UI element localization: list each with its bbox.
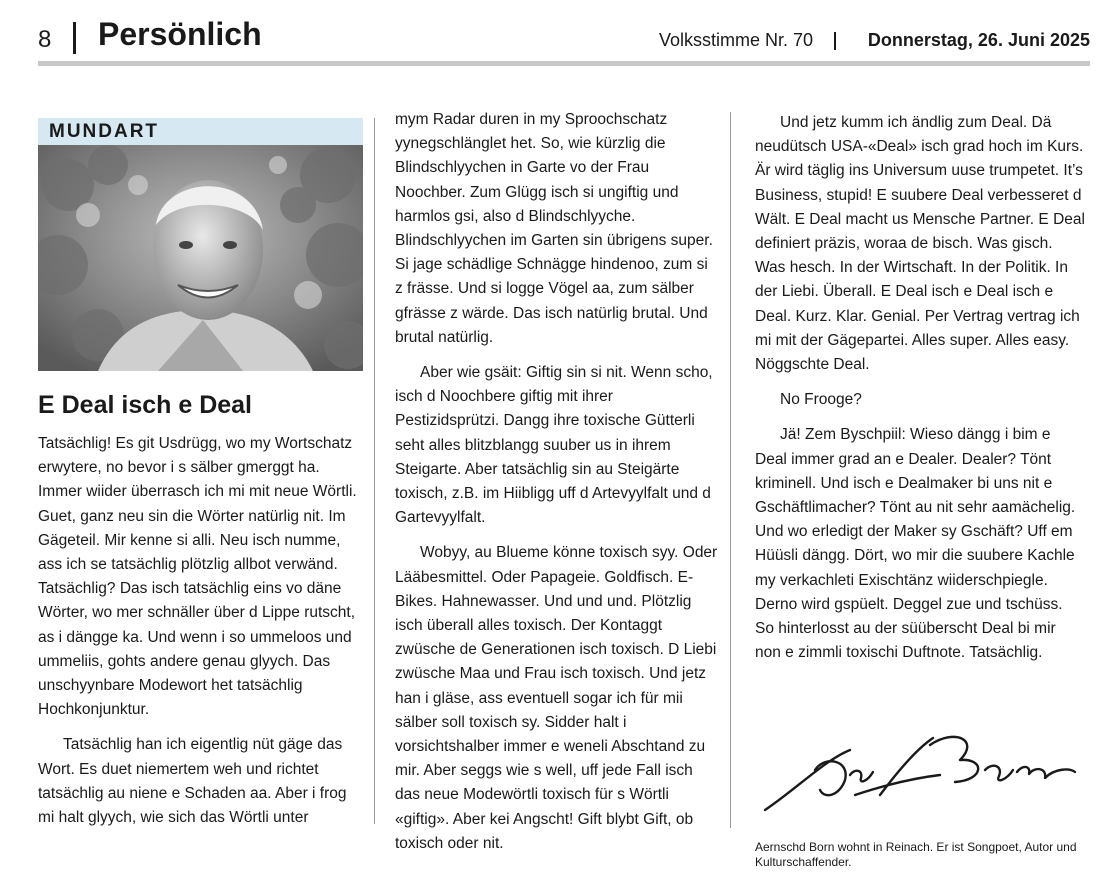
article-column-1: [38, 432, 364, 830]
paragraph: Wobyy, au Blueme könne toxisch syy. Oder Lääbesmittel. Oder Papageie. Goldfisch. E-Bikes. Hahnewasser. Und und und. Plötzlig isch überall alles toxisch. Der Kontaggt zwüsche de Generationen isch toxisch. D Liebi zwüsche Maa und Frau isch toxisch. Und jetz han i gläse, ass eventuell sogar ich für mii sälber soll toxisch sy. Sidder halt i vorsichtshalber immer e weneli Abschtand zu mir. Aber seggs wie s well, uff jede Fall isch das neue Modewörtli toxisch für s Wörtli «giftig». Aber kei Angscht! Gift blybt Gift, ob toxisch oder nit.: [395, 544, 718, 852]
paragraph: mym Radar duren in my Sproochschatz yynegschlänglet het. So, wie kürzlig die Blindschlyychen in Garte vo der Frau Noochber. Zum Glügg isch si ungiftig und harmlos gsi, also d Blindschlyyche. Blindschlyychen im Garten sin übrigens super. Si jage schädlige Schnägge hindenoo, zum si z frässe. Und si logge Vögel aa, zum sälber gfrässe z wärde. Das isch natürlig brutal. Und brutal natürlig.: [395, 111, 713, 346]
header-divider: [834, 32, 836, 50]
header-rule: [38, 61, 1090, 66]
article-column-2: [395, 108, 719, 856]
publication-date: Donnerstag, 26. Juni 2025: [867, 30, 1090, 50]
article-column-3: [755, 111, 1085, 665]
page-header: [38, 14, 1090, 54]
portrait-photo: [38, 145, 363, 371]
handwritten-signature: [755, 720, 1090, 830]
paragraph: Aber wie gsäit: Giftig sin si nit. Wenn scho, isch d Noochbere giftig mit ihrer Pestizidsprützi. Dangg ihre toxische Gütterli seht alles blitzblangg suuber us in ihrem Steigarte. Aber tatsächlig sin au Steigärte toxisch, z.B. im Hiibligg uff d Artevyylfalt und d Gartevyylfalt.: [395, 364, 713, 527]
header-divider: [73, 22, 76, 54]
column-divider: [730, 112, 731, 828]
article-headline: E Deal isch e Deal: [38, 391, 253, 419]
kicker-label: MUNDART: [38, 118, 363, 145]
paragraph: No Frooge?: [780, 391, 862, 409]
paragraph: Jä! Zem Byschpiil: Wieso dängg i bim e Deal immer grad an e Dealer. Dealer? Tönt kriminell. Und isch e Dealmaker bi uns nit e Gschäftlimacher? Tönt au nit sehr aamächelig. Und wo erledigt der Maker sy Gschäft? Uff em Hüüsli dängg. Dört, wo mir die suubere Kachle my verkachleti Exischtänz wiiderschpiegle. Derno wird gspüelt. Deggel zue und tschüss. So hinterlosst au der süüberscht Deal bi mir non e zimmli toxischi Duftnote. Tatsächlig.: [755, 426, 1076, 662]
paragraph: Und jetz kumm ich ändlig zum Deal. Dä neudütsch USA-«Deal» isch grad hoch im Kurs. Är wird täglig ins Universum uuse trumpetet. It’s Business, stupid! E suubere Deal verbesseret d Wält. E Deal macht us Mensche Partner. E Deal definiert präzis, woraa de bisch. Was gisch. Was hesch. In der Wirtschaft. In der Politik. In der Liebi. Überall. E Deal isch e Deal isch e Deal. Kurz. Klar. Genial. Per Vertrag vertrag ich mi mit der Gägepartei. Alles super. Alles easy. Nöggschte Deal.: [755, 114, 1085, 374]
page-number: 8: [38, 26, 52, 53]
column-divider: [374, 118, 375, 824]
publication-name: Volksstimme Nr. 70: [658, 30, 813, 50]
section-title: Persönlich: [98, 16, 262, 52]
paragraph: Tatsächlig han ich eigentlig nüt gäge das Wort. Es duet niemertem weh und richtet tatsächlig au niene e Schaden aa. Aber i frog mi halt glyych, wie sich das Wörtli unter: [38, 736, 347, 827]
author-caption: Aernschd Born wohnt in Reinach. Er ist Songpoet, Autor und Kulturschaffender.: [755, 840, 1077, 869]
paragraph: Tatsächlig! Es git Usdrügg, wo my Wortschatz erwytere, no bevor i s sälber gmerggt ha. Immer wiider überrasch ich mi mit neue Wörtli. Guet, ganz neu sin die Wörter natürlig nit. Im Gägeteil. Mir kenne si alli. Neu isch numme, ass ich se tatsächlig plötzlig allbot verwänd. Tatsächlig? Das isch tatsächlig eins vo däne Wörter, wo mer schnäller über d Lippe rutscht, as i dängge ka. Und wenn i so ummeloos und ummeliis, gohts andere genau glyych. Das unschyynbare Modewort het tatsächlig Hochkonjunktur.: [38, 435, 357, 719]
